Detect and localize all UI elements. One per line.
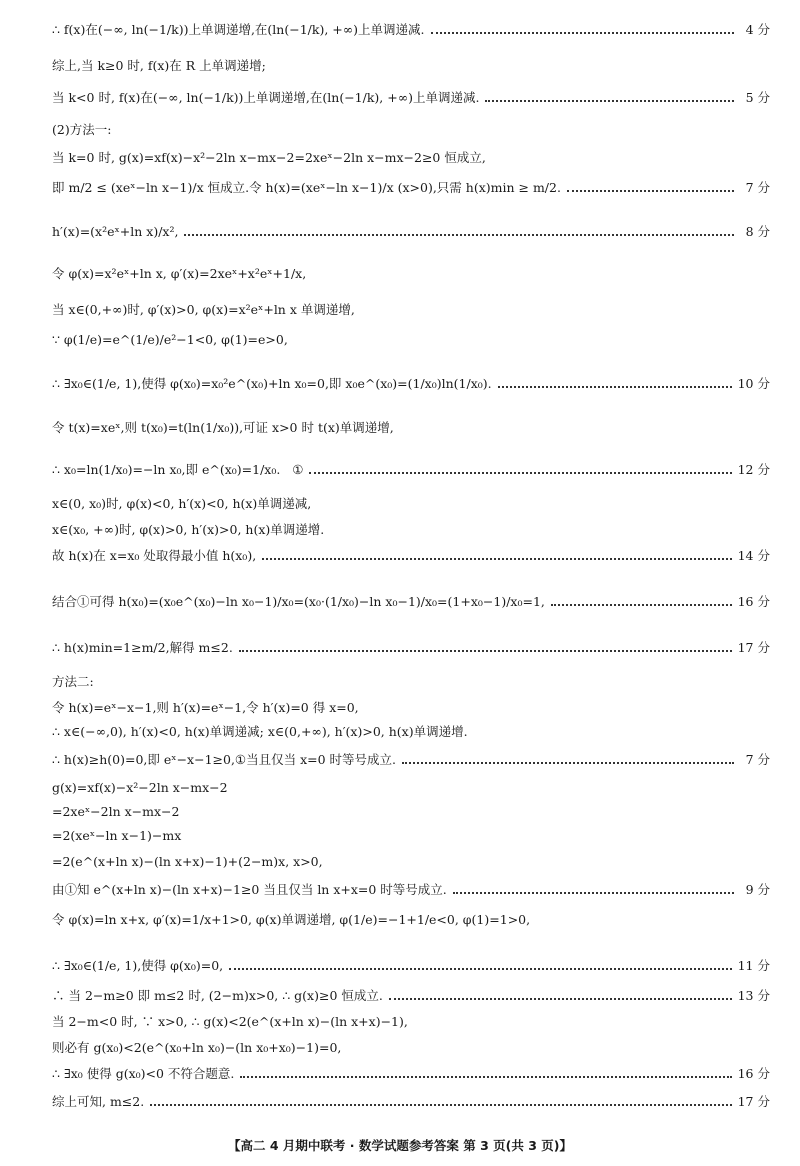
answer-line (52, 1036, 770, 1058)
answer-line-text: 令 φ(x)=x²eˣ+ln x, φ′(x)=2xeˣ+x²eˣ+1/x, (52, 266, 307, 281)
answer-line (52, 670, 770, 692)
answer-line (52, 800, 770, 822)
score-label: 10 分 (737, 376, 770, 391)
score-label: 5 分 (745, 90, 770, 105)
answer-line-text: x∈(0, x₀)时, φ(x)<0, h′(x)<0, h(x)单调递减, (52, 496, 312, 511)
answer-line-text: ∵ φ(1/e)=e^(1/e)/e²−1<0, φ(1)=e>0, (52, 331, 288, 347)
dot-leader (262, 557, 731, 560)
dot-leader (498, 385, 732, 388)
score-label: 16 分 (737, 1066, 770, 1081)
answer-line-text: ∴ x∈(−∞,0), h′(x)<0, h(x)单调递减; x∈(0,+∞), h′(x)>0, h(x)单调递增. (52, 724, 468, 739)
answer-line (52, 954, 770, 976)
answer-line (52, 1010, 770, 1032)
answer-line-text: 当 x∈(0,+∞)时, φ′(x)>0, φ(x)=x²eˣ+ln x 单调递增, (52, 302, 355, 317)
answer-line (52, 298, 770, 320)
answer-line (52, 146, 770, 168)
answer-line-text: 当 k=0 时, g(x)=xf(x)−x²−2ln x−mx−2=2xeˣ−2ln x−mx−2≥0 恒成立, (52, 150, 486, 165)
answer-line (52, 908, 770, 930)
score-label: 13 分 (737, 988, 770, 1003)
score-label: 16 分 (737, 594, 770, 609)
answer-line (52, 696, 770, 718)
answer-line (52, 776, 770, 798)
answer-line (52, 262, 770, 284)
answer-line (52, 220, 770, 242)
answer-line-text: =2xeˣ−2ln x−mx−2 (52, 803, 180, 819)
dot-leader (389, 997, 732, 1000)
answer-line (52, 878, 770, 900)
answer-line (52, 492, 770, 514)
answer-line-text: ∴ h(x)min=1≥m/2,解得 m≤2. (52, 640, 233, 655)
dot-leader (485, 99, 734, 102)
dot-leader (551, 603, 732, 606)
score-label: 7 分 (745, 180, 770, 195)
answer-line-text: 当 2−m<0 时, ∵ x>0, ∴ g(x)<2(e^(x+ln x)−(ln x+x)−1), (52, 1014, 408, 1029)
answer-line-text: ∴ h(x)≥h(0)=0,即 eˣ−x−1≥0,①当且仅当 x=0 时等号成立. (52, 752, 397, 767)
answer-line-text: 方法二: (52, 674, 94, 689)
answer-line-text: ∴ f(x)在(−∞, ln(−1/k))上单调递增,在(ln(−1/k), +∞)上单调递减. (52, 22, 425, 37)
answer-line (52, 176, 770, 198)
dot-leader (150, 1103, 731, 1106)
score-label: 12 分 (737, 462, 770, 477)
answer-line-text: 令 t(x)=xeˣ,则 t(x₀)=t(ln(1/x₀)),可证 x>0 时 t(x)单调递增, (52, 420, 394, 435)
answer-line-text: 即 m/2 ≤ (xeˣ−ln x−1)/x 恒成立.令 h(x)=(xeˣ−ln x−1)/x (x>0),只需 h(x)min ≥ m/2. (52, 180, 561, 195)
dot-leader (402, 761, 734, 764)
score-label: 7 分 (745, 752, 770, 767)
answer-line-text: 综上,当 k≥0 时, f(x)在 R 上单调递增; (52, 58, 266, 73)
score-label: 17 分 (737, 640, 770, 655)
answer-line-text: 则必有 g(x₀)<2(e^(x₀+ln x₀)−(ln x₀+x₀)−1)=0, (52, 1040, 342, 1055)
answer-line (52, 1090, 770, 1112)
answer-line-text: =2(xeˣ−ln x−1)−mx (52, 827, 182, 843)
score-label: 9 分 (745, 882, 770, 897)
answer-line (52, 372, 770, 394)
score-label: 14 分 (737, 548, 770, 563)
page-footer: 【高二 4 月期中联考 · 数学试题参考答案 第 3 页(共 3 页)】 (228, 1138, 572, 1153)
answer-line-text: ∴ ∃x₀∈(1/e, 1),使得 φ(x₀)=0, (52, 958, 224, 973)
answer-line-text: ∴ ∃x₀∈(1/e, 1),使得 φ(x₀)=x₀²e^(x₀)+ln x₀=0,即 x₀e^(x₀)=(1/x₀)ln(1/x₀). (52, 376, 492, 391)
answer-line (52, 86, 770, 108)
answer-line-text: x∈(x₀, +∞)时, φ(x)>0, h′(x)>0, h(x)单调递增. (52, 522, 325, 537)
dot-leader (184, 233, 734, 236)
answer-line (52, 54, 770, 76)
answer-line-text: 故 h(x)在 x=x₀ 处取得最小值 h(x₀), (52, 548, 257, 563)
answer-line (52, 544, 770, 566)
dot-leader (431, 31, 734, 34)
dot-leader (240, 1075, 731, 1078)
score-label: 17 分 (737, 1094, 770, 1109)
answer-line (52, 748, 770, 770)
dot-leader (453, 891, 734, 894)
answer-line (52, 118, 770, 140)
answer-line (52, 824, 770, 846)
answer-line-text: ∴ 当 2−m≥0 即 m≤2 时, (2−m)x>0, ∴ g(x)≥0 恒成立. (52, 988, 383, 1003)
answer-line-text: g(x)=xf(x)−x²−2ln x−mx−2 (52, 779, 228, 795)
answer-line (52, 850, 770, 872)
score-label: 4 分 (745, 22, 770, 37)
answer-line-text: h′(x)=(x²eˣ+ln x)/x², (52, 223, 179, 239)
dot-leader (309, 471, 731, 474)
answer-line-text: 令 h(x)=eˣ−x−1,则 h′(x)=eˣ−1,令 h′(x)=0 得 x=0, (52, 700, 359, 715)
answer-line (52, 416, 770, 438)
answer-line-text: (2)方法一: (52, 122, 112, 137)
answer-line (52, 458, 770, 480)
dot-leader (229, 967, 731, 970)
score-label: 8 分 (745, 224, 770, 239)
answer-line-text: ∴ ∃x₀ 使得 g(x₀)<0 不符合题意. (52, 1066, 235, 1081)
answer-line (52, 1062, 770, 1084)
answer-line (52, 518, 770, 540)
answer-line (52, 720, 770, 742)
answer-line-text: ∴ x₀=ln(1/x₀)=−ln x₀,即 e^(x₀)=1/x₀. ① (52, 462, 304, 477)
answer-line-text: =2(e^(x+ln x)−(ln x+x)−1)+(2−m)x, x>0, (52, 853, 323, 869)
answer-line-text: 综上可知, m≤2. (52, 1094, 145, 1109)
score-label: 11 分 (737, 958, 770, 973)
dot-leader (239, 649, 732, 652)
answer-line-text: 由①知 e^(x+ln x)−(ln x+x)−1≥0 当且仅当 ln x+x=0 时等号成立. (52, 882, 447, 897)
answer-line (52, 590, 770, 612)
answer-line (52, 636, 770, 658)
answer-line-text: 结合①可得 h(x₀)=(x₀e^(x₀)−ln x₀−1)/x₀=(x₀·(1/x₀)−ln x₀−1)/x₀=(1+x₀−1)/x₀=1, (52, 594, 545, 609)
answer-line (52, 18, 770, 40)
answer-line (52, 984, 770, 1006)
answer-line-text: 当 k<0 时, f(x)在(−∞, ln(−1/k))上单调递增,在(ln(−1/k), +∞)上单调递减. (52, 90, 480, 105)
answer-line-text: 令 φ(x)=ln x+x, φ′(x)=1/x+1>0, φ(x)单调递增, φ(1/e)=−1+1/e<0, φ(1)=1>0, (52, 912, 531, 927)
answer-line (52, 328, 770, 350)
dot-leader (567, 189, 734, 192)
